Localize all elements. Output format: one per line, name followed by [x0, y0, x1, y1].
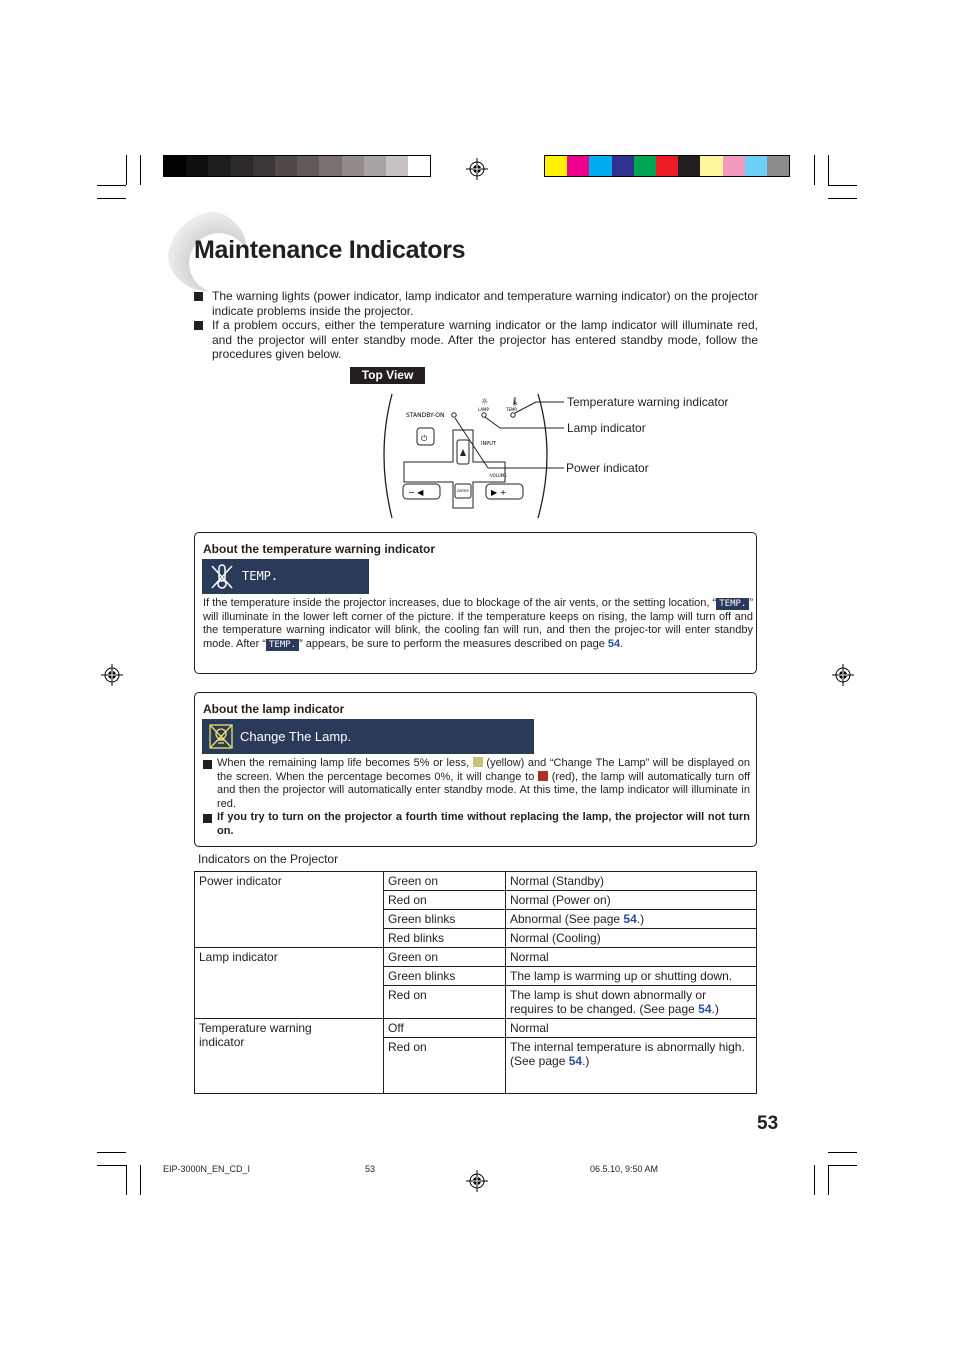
- footer-page: 53: [365, 1164, 376, 1174]
- temperature-indicator-callout: Temperature warning indicator: [567, 395, 729, 409]
- indicator-meaning-cell: [506, 967, 757, 986]
- page-reference-link[interactable]: 54: [623, 912, 637, 926]
- color-swatch: [386, 156, 408, 176]
- projector-top-view-diagram: [378, 390, 578, 518]
- crop-mark: [140, 155, 141, 185]
- lamp-indicator-heading: About the lamp indicator: [203, 702, 345, 716]
- page-reference-link[interactable]: 54: [607, 638, 621, 651]
- table-row: [195, 948, 757, 967]
- indicator-meaning-cell: [506, 1019, 757, 1038]
- crop-mark: [97, 1152, 126, 1153]
- bullet-text: If a problem occurs, either the temperature warning indicator or the lamp indicator will illuminate red, and the projector will enter standby mode. After the projector has entered standby mode, follow the procedures given below.: [212, 318, 758, 361]
- svg-text:▶ +: ▶ +: [491, 488, 507, 497]
- svg-text:INPUT: INPUT: [481, 441, 496, 447]
- list-item: [194, 289, 758, 318]
- process-color-bar: [544, 155, 790, 177]
- temperature-warning-text: [203, 597, 753, 652]
- registration-mark-icon: [466, 1170, 488, 1192]
- crop-mark: [828, 1165, 829, 1195]
- indicator-meaning-cell: [506, 929, 757, 948]
- indicator-meaning-cell: [506, 986, 757, 1019]
- indicator-meaning-cell: [506, 910, 757, 929]
- meaning-text: The internal temperature is abnormally high. (See page: [510, 1040, 745, 1068]
- crop-mark: [814, 1165, 815, 1195]
- meaning-text: .): [582, 1054, 590, 1068]
- color-swatch: [567, 156, 589, 176]
- meaning-text: Normal (Power on): [510, 893, 611, 907]
- crop-mark: [828, 1152, 857, 1153]
- meaning-text: Normal: [510, 1021, 549, 1035]
- lamp-osd-text: Change The Lamp.: [240, 729, 352, 744]
- color-swatch: [723, 156, 745, 176]
- color-swatch: [612, 156, 634, 176]
- bullet-text: The warning lights (power indicator, lamp indicator and temperature warning indicator) on the projector indicate problems inside the projector.: [212, 289, 758, 318]
- temp-osd-text: TEMP.: [242, 569, 279, 583]
- color-swatch: [745, 156, 767, 176]
- meaning-text: Normal (Cooling): [510, 931, 601, 945]
- crop-mark: [97, 1165, 126, 1166]
- page-reference-link[interactable]: 54: [698, 1002, 712, 1016]
- page-reference-link[interactable]: 54: [568, 1054, 583, 1068]
- lamp-text-part: (red), the lamp will automatically turn off and then the projector will automatically enter standby mode. At this time, the lamp indicator will illuminate in red.: [217, 770, 750, 811]
- crop-mark: [828, 198, 857, 199]
- crop-mark: [97, 185, 126, 186]
- indicator-state-cell: Red on: [384, 1038, 506, 1094]
- crop-mark: [126, 155, 127, 185]
- temp-text-part: .: [620, 638, 624, 651]
- indicator-state-cell: Green on: [384, 948, 506, 967]
- svg-text:VOLUME: VOLUME: [490, 473, 507, 478]
- power-indicator-callout: Power indicator: [566, 461, 649, 475]
- indicator-name-cell: Lamp indicator: [195, 948, 384, 1019]
- crop-mark: [828, 155, 829, 185]
- lamp-bullet-1: [203, 757, 750, 812]
- color-swatch: [208, 156, 230, 176]
- indicator-state-cell: Green blinks: [384, 910, 506, 929]
- color-swatch: [297, 156, 319, 176]
- indicator-meaning-cell: [506, 872, 757, 891]
- registration-mark-icon: [101, 664, 123, 686]
- list-item: [194, 318, 758, 362]
- indicator-name-cell: Power indicator: [195, 872, 384, 948]
- temp-osd-chip: TEMP.: [266, 639, 299, 651]
- meaning-text: The lamp is shut down abnormally or requires to be changed. (See page: [510, 988, 707, 1016]
- temperature-warning-heading: About the temperature warning indicator: [203, 542, 436, 556]
- lamp-osd-banner: [202, 719, 534, 754]
- meaning-text: .): [636, 912, 645, 926]
- temp-osd-chip: TEMP.: [716, 598, 749, 610]
- temp-text-part: ” appears, be sure to perform the measures described on page: [299, 638, 608, 651]
- registration-mark-icon: [466, 158, 488, 180]
- svg-text:☼: ☼: [481, 397, 489, 406]
- svg-text:− ◀: − ◀: [408, 488, 424, 497]
- page-title: Maintenance Indicators: [194, 236, 466, 264]
- lamp-bullet-2: [203, 811, 750, 838]
- indicator-state-cell: Green blinks: [384, 967, 506, 986]
- indicator-state-cell: Green on: [384, 872, 506, 891]
- footer-file: EIP-3000N_EN_CD_I: [163, 1164, 251, 1174]
- top-view-heading: Top View: [350, 367, 425, 384]
- meaning-text: Normal: [510, 950, 549, 964]
- lamp-indicator-callout: Lamp indicator: [567, 421, 646, 435]
- color-swatch: [164, 156, 186, 176]
- temp-text-part: ” will illuminate in the lower left corner of the picture. If the temperature keeps on rising, the lamp will turn off and the temperature warning indicator will blink, the cooling fan will run, and then the projec-tor will enter standby mode. After “: [203, 597, 753, 651]
- color-swatch: [231, 156, 253, 176]
- crop-mark: [140, 1165, 141, 1195]
- color-swatch: [700, 156, 722, 176]
- meaning-text: Abnormal (See page: [510, 912, 624, 926]
- lamp-warning-icon: [208, 723, 234, 750]
- temp-text-part: If the temperature inside the projector increases, due to blockage of the air vents, or the setting location, “: [203, 597, 717, 609]
- indicator-state-cell: Red blinks: [384, 929, 506, 948]
- crop-mark: [126, 1165, 127, 1195]
- svg-text:STANDBY-ON: STANDBY-ON: [406, 412, 445, 419]
- indicator-state-cell: Red on: [384, 986, 506, 1019]
- svg-text:🌡: 🌡: [510, 397, 521, 406]
- color-swatch: [342, 156, 364, 176]
- table-row: [195, 872, 757, 891]
- crop-mark: [97, 198, 126, 199]
- table-row: [195, 1019, 757, 1038]
- red-lamp-icon: [538, 771, 548, 781]
- color-swatch: [678, 156, 700, 176]
- temp-osd-banner: [202, 559, 369, 594]
- color-swatch: [319, 156, 341, 176]
- color-swatch: [186, 156, 208, 176]
- crop-mark: [814, 155, 815, 185]
- temperature-warning-icon: [210, 563, 234, 590]
- color-swatch: [545, 156, 567, 176]
- gray-color-bar: [163, 155, 431, 177]
- indicators-table: [194, 871, 757, 1094]
- meaning-text: The lamp is warming up or shutting down.: [510, 969, 733, 983]
- indicator-name-cell: Temperature warning indicator: [195, 1019, 384, 1094]
- lamp-text-part: (yellow) and “Change The Lamp” will be displayed on the screen. When the percentage becomes 0%, it will change to: [217, 757, 750, 783]
- lamp-warning-bold-text: If you try to turn on the projector a fourth time without replacing the lamp, the projector will not turn on.: [217, 811, 750, 837]
- crop-mark: [828, 1165, 857, 1166]
- footer-timestamp: 06.5.10, 9:50 AM: [590, 1164, 659, 1174]
- indicator-state-cell: Red on: [384, 891, 506, 910]
- color-swatch: [589, 156, 611, 176]
- indicator-meaning-cell: [506, 948, 757, 967]
- color-swatch: [656, 156, 678, 176]
- meaning-text: .): [711, 1002, 719, 1016]
- color-swatch: [275, 156, 297, 176]
- table-caption: Indicators on the Projector: [198, 852, 339, 866]
- color-swatch: [253, 156, 275, 176]
- svg-text:TEMP.: TEMP.: [506, 407, 518, 412]
- yellow-lamp-icon: [473, 757, 483, 767]
- crop-mark: [828, 185, 857, 186]
- svg-text:⏻: ⏻: [421, 434, 428, 443]
- registration-mark-icon: [832, 664, 854, 686]
- color-swatch: [364, 156, 386, 176]
- indicator-meaning-cell: [506, 1038, 757, 1094]
- indicator-meaning-cell: [506, 891, 757, 910]
- color-swatch: [408, 156, 430, 176]
- page-number: 53: [757, 1113, 779, 1134]
- indicator-state-cell: Off: [384, 1019, 506, 1038]
- meaning-text: Normal (Standby): [510, 874, 605, 888]
- svg-text:ENTER: ENTER: [457, 489, 469, 493]
- color-swatch: [767, 156, 789, 176]
- svg-text:LAMP: LAMP: [478, 407, 489, 412]
- lamp-text-part: When the remaining lamp life becomes 5% or less,: [217, 757, 473, 769]
- intro-list: [194, 289, 758, 362]
- color-swatch: [634, 156, 656, 176]
